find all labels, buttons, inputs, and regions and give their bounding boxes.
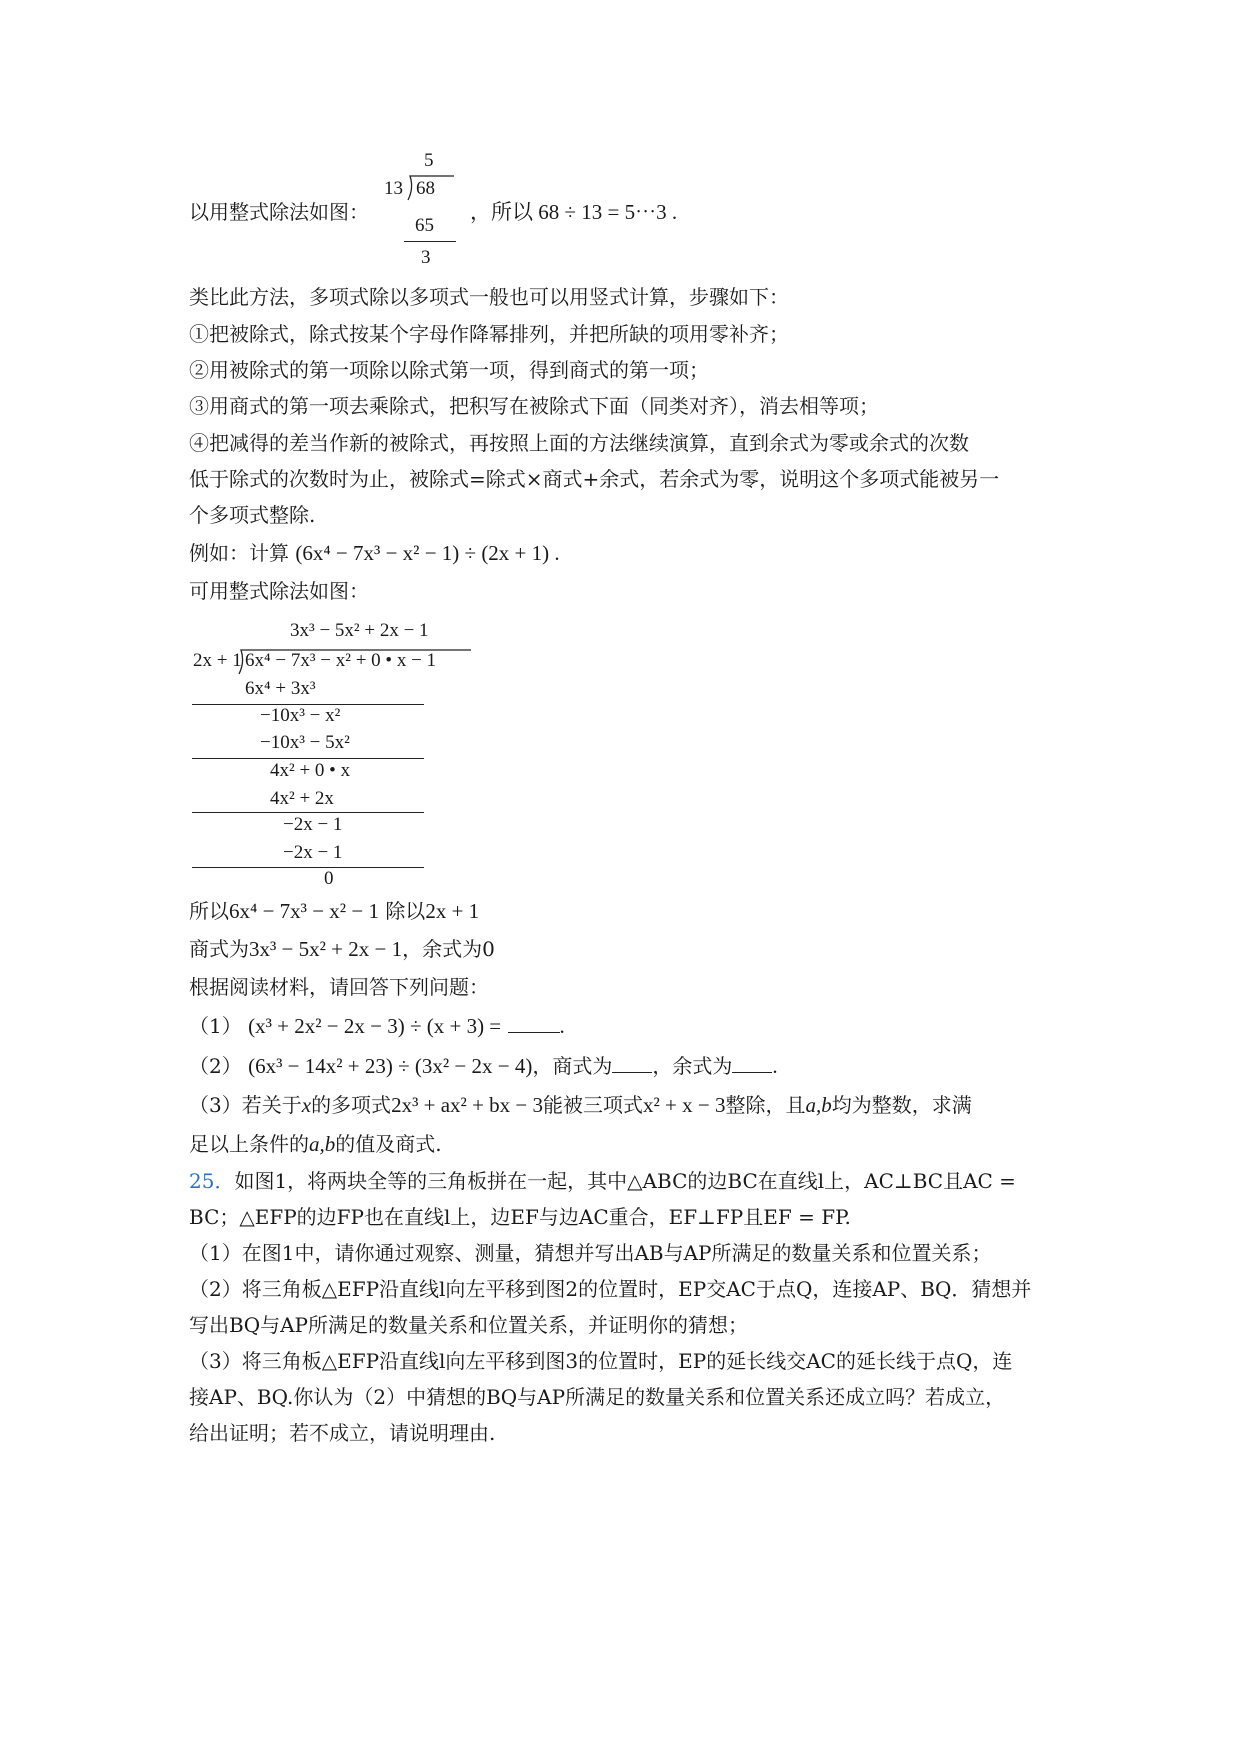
- q3-line2-a: 足以上条件的: [189, 1132, 309, 1156]
- q3-expression: 2x³ + ax² + bx − 3: [391, 1093, 544, 1117]
- example-figure-label: 可用整式除法如图：: [189, 579, 369, 603]
- conclusion-line-1: [189, 898, 479, 924]
- problem-25-sub-3c: 给出证明；若不成立，请说明理由.: [189, 1421, 496, 1445]
- problem-25-sub-1: （1）在图1中，请你通过观察、测量，猜想并写出AB与AP所满足的数量关系和位置关系；: [189, 1241, 992, 1265]
- step-1: ①把被除式，除式按某个字母作降幂排列，并把所缺的项用零补齐；: [189, 322, 789, 346]
- step-0: 类比此方法，多项式除以多项式一般也可以用竖式计算，步骤如下：: [189, 285, 789, 309]
- poly-row-7: 0: [324, 868, 334, 889]
- poly-row-5: −2x − 1: [283, 814, 343, 835]
- step-3: ③用商式的第一项去乘除式，把积写在被除式下面（同类对齐），消去相等项；: [189, 394, 879, 418]
- questions-intro: 根据阅读材料，请回答下列问题：: [189, 975, 489, 999]
- q2-label: （2）: [189, 1054, 242, 1078]
- intro-result: ，所以 68 ÷ 13 = 5⋯3 .: [470, 200, 678, 224]
- poly-divisor: 2x + 1: [193, 650, 242, 671]
- q3-mid: 的多项式: [311, 1093, 392, 1117]
- q2-remainder-blank[interactable]: [732, 1054, 772, 1073]
- q2-quotient-blank[interactable]: [612, 1054, 652, 1073]
- poly-division-bracket: [235, 644, 475, 684]
- q2-mid2: ，余式为: [652, 1054, 733, 1078]
- poly-row-2: −10x³ − 5x²: [260, 732, 350, 753]
- q3-line2-vars: a,b: [309, 1132, 336, 1156]
- poly-row-1: −10x³ − x²: [260, 705, 341, 726]
- step-4: ④把减得的差当作新的被除式，再按照上面的方法继续演算，直到余式为零或余式的次数: [189, 431, 969, 455]
- q3-vars: a,b: [805, 1093, 832, 1117]
- problem-25-line-2: BC；△EFP的边FP也在直线l上，边EF与边AC重合，EF⊥FP且EF = FP.: [189, 1205, 851, 1229]
- problem-25-sub-2a: （2）将三角板△EFP沿直线l向左平移到图2的位置时，EP交AC于点Q，连接AP、BQ．猜想并: [189, 1277, 1032, 1301]
- poly-rule-3: [192, 812, 424, 813]
- question-1: [189, 1013, 565, 1039]
- q3-var: x: [301, 1093, 312, 1117]
- q3-mid3: 整除，且: [725, 1093, 806, 1117]
- q2-expression: (6x³ − 14x² + 23) ÷ (3x² − 2x − 4): [248, 1054, 533, 1078]
- conclusion-mid: 除以: [385, 899, 426, 923]
- poly-quotient: 3x³ − 5x² + 2x − 1: [290, 620, 429, 641]
- conclusion-prefix: 所以: [189, 899, 229, 923]
- q1-answer-blank[interactable]: [508, 1014, 560, 1033]
- intro-line: [189, 199, 369, 225]
- question-3-line-2: [189, 1131, 442, 1157]
- question-3-line-1: [189, 1092, 972, 1118]
- q3-label: （3）若关于: [189, 1093, 302, 1117]
- poly-row-3: 4x² + 0 • x: [270, 760, 351, 781]
- step-5: 低于除式的次数时为止，被除式=除式×商式+余式，若余式为零，说明这个多项式能被另一: [189, 467, 1000, 491]
- intro-prefix: 以用整式除法如图：: [189, 200, 369, 224]
- question-2: [189, 1053, 778, 1079]
- example-expression: (6x⁴ − 7x³ − x² − 1) ÷ (2x + 1) .: [295, 541, 560, 565]
- example-label: 例如：计算: [189, 541, 289, 565]
- numeric-division: [384, 150, 464, 270]
- step-6: 个多项式整除.: [189, 503, 316, 527]
- conclusion-expr: 6x⁴ − 7x³ − x² − 1: [229, 899, 379, 923]
- poly-dividend: 6x⁴ − 7x³ − x² + 0 • x − 1: [245, 650, 437, 671]
- poly-rule-2: [192, 758, 424, 759]
- q1-expression: (x³ + 2x² − 2x − 3) ÷ (x + 3) =: [248, 1014, 502, 1038]
- poly-row-6: −2x − 1: [283, 842, 343, 863]
- q2-end: .: [772, 1054, 778, 1078]
- poly-row-4: 4x² + 2x: [270, 788, 334, 809]
- problem-25-line-1: [189, 1168, 1016, 1194]
- problem-25-number: 25．: [189, 1169, 235, 1193]
- poly-row-0: 6x⁴ + 3x³: [245, 678, 316, 699]
- numeric-dividend: 68: [416, 178, 435, 199]
- q3-line2-b: 的值及商式.: [335, 1132, 442, 1156]
- poly-rule-4: [192, 867, 424, 868]
- problem-25-sub-2b: 写出BQ与AP所满足的数量关系和位置关系，并证明你的猜想；: [189, 1313, 748, 1337]
- example-line: [189, 540, 560, 566]
- problem-25-text-1: 如图1，将两块全等的三角板拼在一起，其中△ABC的边BC在直线l上，AC⊥BC且AC =: [234, 1169, 1016, 1193]
- numeric-remainder: 3: [421, 247, 431, 268]
- problem-25-sub-3a: （3）将三角板△EFP沿直线l向左平移到图3的位置时，EP的延长线交AC的延长线于点Q，连: [189, 1349, 1013, 1373]
- q1-label: （1）: [189, 1014, 242, 1038]
- q3-end: 均为整数，求满: [831, 1093, 972, 1117]
- numeric-rule: [404, 241, 456, 242]
- numeric-divisor: 13: [384, 178, 403, 199]
- step-2: ②用被除式的第一项除以除式第一项，得到商式的第一项；: [189, 358, 709, 382]
- poly-rule-1: [192, 704, 424, 705]
- q2-mid1: ，商式为: [532, 1054, 613, 1078]
- quotient-prefix: 商式为: [189, 937, 249, 961]
- q1-end: .: [559, 1014, 565, 1038]
- conclusion-line-2: [189, 936, 495, 962]
- quotient-expr: 3x³ − 5x² + 2x − 1: [249, 937, 403, 961]
- numeric-product: 65: [415, 215, 434, 236]
- numeric-quotient: 5: [424, 150, 434, 171]
- q3-expression2: x² + x − 3: [643, 1093, 726, 1117]
- division-bracket: [404, 170, 474, 220]
- conclusion-expr2: 2x + 1: [425, 899, 480, 923]
- polynomial-division: [190, 620, 450, 890]
- q3-mid2: 能被三项式: [543, 1093, 644, 1117]
- problem-25-sub-3b: 接AP、BQ.你认为（2）中猜想的BQ与AP所满足的数量关系和位置关系还成立吗？若成立，: [189, 1385, 1006, 1409]
- quotient-suffix: ，余式为0: [402, 937, 495, 961]
